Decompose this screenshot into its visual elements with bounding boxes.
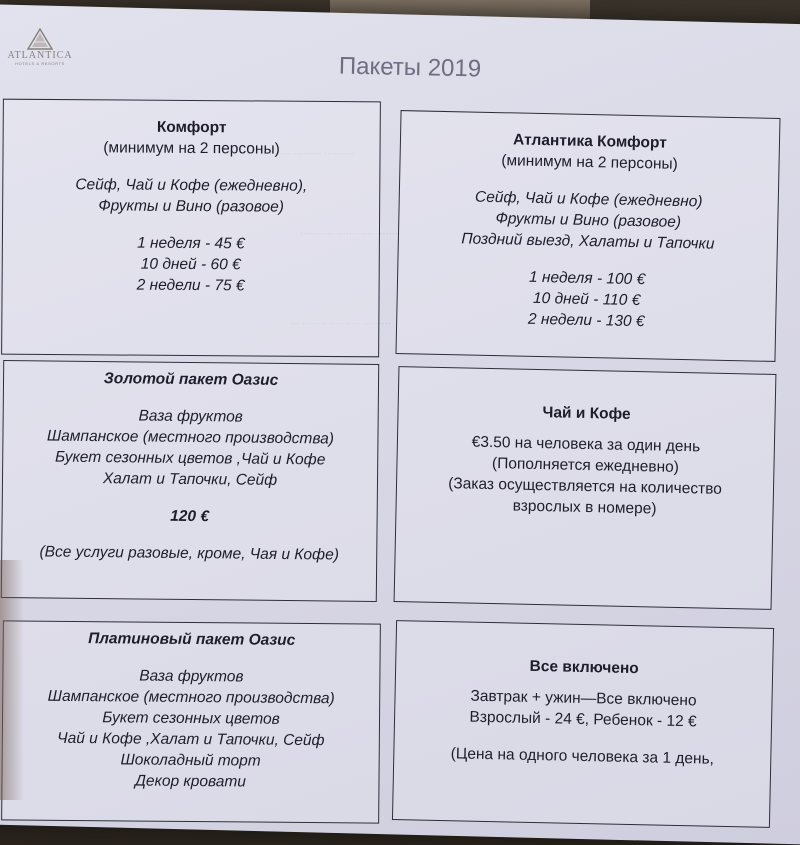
package-title: Атлантика Комфорт [512, 131, 667, 152]
package-line: €3.50 на человека за один день [471, 433, 701, 456]
package-line: взрослых в номере) [512, 497, 657, 518]
price-line: 2 недели - 75 € [136, 276, 245, 295]
package-title: Золотой пакет Оазис [103, 370, 279, 389]
bleed-through-text: .......... ......... .......... [260, 150, 355, 162]
feature-line: Фрукты и Вино (разовое) [98, 197, 284, 216]
feature-line: Декор кровати [134, 772, 246, 791]
package-note: (Цена на одного человека за 1 день, [450, 745, 715, 768]
price-line: 10 дней - 110 € [532, 289, 641, 310]
package-title: Платиновый пакет Оазис [88, 630, 296, 649]
feature-line: Сейф, Чай и Кофе (ежедневно), [75, 176, 308, 195]
package-title: Все включено [529, 657, 639, 678]
package-line: Взрослый - 24 €, Ребенок - 12 € [469, 708, 697, 731]
bleed-through-text: ........ ............ ........... [300, 230, 401, 242]
price-line: 1 неделя - 100 € [528, 268, 646, 289]
package-line: (Заказ осуществляется на количество [448, 475, 723, 498]
package-note: (Все услуги разовые, кроме, Чая и Кофе) [39, 543, 340, 564]
feature-line: Поздний выезд, Халаты и Тапочки [461, 230, 715, 253]
feature-line: Ваза фруктов [139, 667, 244, 686]
package-subtitle: (минимум на 2 персоны) [501, 152, 678, 173]
package-subtitle: (минимум на 2 персоны) [103, 139, 280, 158]
feature-line: Букет сезонных цветов [102, 709, 280, 728]
logo-name: ATLANTICA [7, 50, 73, 61]
feature-line: Фрукты и Вино (разовое) [495, 210, 682, 231]
price-line: 1 неделя - 45 € [137, 234, 245, 253]
feature-line: Ваза фруктов [138, 407, 243, 426]
package-title: Чай и Кофе [542, 404, 631, 423]
package-card-platinum-oasis [1, 620, 381, 823]
package-card-gold-oasis [1, 360, 379, 602]
package-line: (Пополняется ежедневно) [491, 455, 680, 476]
price-line: 10 дней - 60 € [140, 255, 241, 274]
bleed-through-text: ......... .......... ........ ... [290, 320, 391, 332]
feature-line: Халат и Тапочки, Сейф [102, 470, 278, 489]
finger-shadow [0, 560, 24, 800]
package-card-all-inclusive [392, 620, 774, 828]
package-line: Завтрак + ужин—Все включено [470, 687, 697, 710]
package-price: 120 € [170, 507, 210, 526]
package-title: Комфорт [156, 118, 227, 137]
feature-line: Чай и Кофе ,Халат и Тапочки, Сейф [57, 729, 325, 750]
price-line: 2 недели - 130 € [527, 310, 645, 331]
feature-line: Шампанское (местного производства) [47, 687, 335, 708]
feature-line: Сейф, Чай и Кофе (ежедневно) [474, 188, 703, 211]
feature-line: Шоколадный торт [120, 751, 261, 770]
page-title: Пакеты 2019 [338, 52, 482, 83]
logo-tagline: HOTELS & RESORTS [15, 61, 65, 66]
package-card-tea-coffee [394, 366, 777, 610]
package-card-comfort [1, 99, 381, 358]
feature-line: Букет сезонных цветов ,Чай и Кофе [54, 448, 326, 469]
feature-line: Шампанское (местного производства) [46, 427, 335, 448]
package-card-atlantica-comfort [395, 110, 780, 362]
